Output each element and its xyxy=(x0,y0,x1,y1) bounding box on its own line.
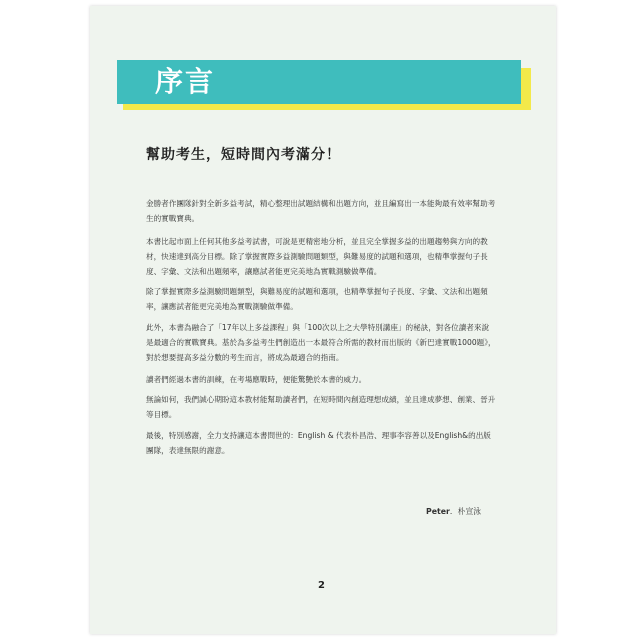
page-title: 序言 xyxy=(155,65,216,98)
paragraph-6: 無論如何，我們誠心期盼這本教材能幫助讀者們，在短時間內創造理想成績，並且達成夢想、創業、晉升等目標。 xyxy=(146,395,496,419)
paragraph-7: 最後，特別感謝，全力支持讓這本書問世的：English & 代表朴昌浩、理事李容善以及English&的出版團隊，表達無限的謝意。 xyxy=(146,431,491,455)
signature-name: Peter xyxy=(426,507,450,516)
page-number: 2 xyxy=(318,580,325,591)
paragraph-3: 除了掌握實際多益測驗問題類型，與難易度的試題和選項，也精準掌握句子長度、字彙、文法和出題頻率，讓應試者能更完美地為實戰測驗做準備。 xyxy=(146,287,488,311)
paragraph-5: 讀者們經過本書的訓練，在考場應戰時，便能驚艷於本書的威力。 xyxy=(146,375,367,384)
paragraph-1: 金勝者作團隊針對全新多益考試，精心整理出試題結構和出題方向，並且編寫出一本能夠最有效率幫助考生的實戰寶典。 xyxy=(146,199,496,223)
title-banner xyxy=(117,60,521,104)
paragraph-4: 此外，本書為融合了「17年以上多益課程」與「100次以上之大學特別講座」的秘訣，對各位讀者來說是最適合的實戰寶典。基於為多益考生們創造出一本最符合所需的教材而出版的《新巴達實戰1000題》，對於想要提高多益分數的考生而言，將成為最適合的指南。 xyxy=(146,323,496,362)
signature-suffix: ．朴宣泳 xyxy=(449,507,482,516)
signature xyxy=(426,506,481,517)
paragraph-2: 本書比起市面上任何其他多益考試書，可說是更精密地分析，並且完全掌握多益的出題趨勢與方向的教材，快速達到高分目標。除了掌握實際多益測驗問題類型，與難易度的試題和選項，也精準掌握句子長度、字彙、文法和出題頻率，讓應試者能更完美地為實戰測驗做準備。 xyxy=(146,237,488,276)
subtitle: 幫助考生，短時間內考滿分！ xyxy=(146,147,341,163)
